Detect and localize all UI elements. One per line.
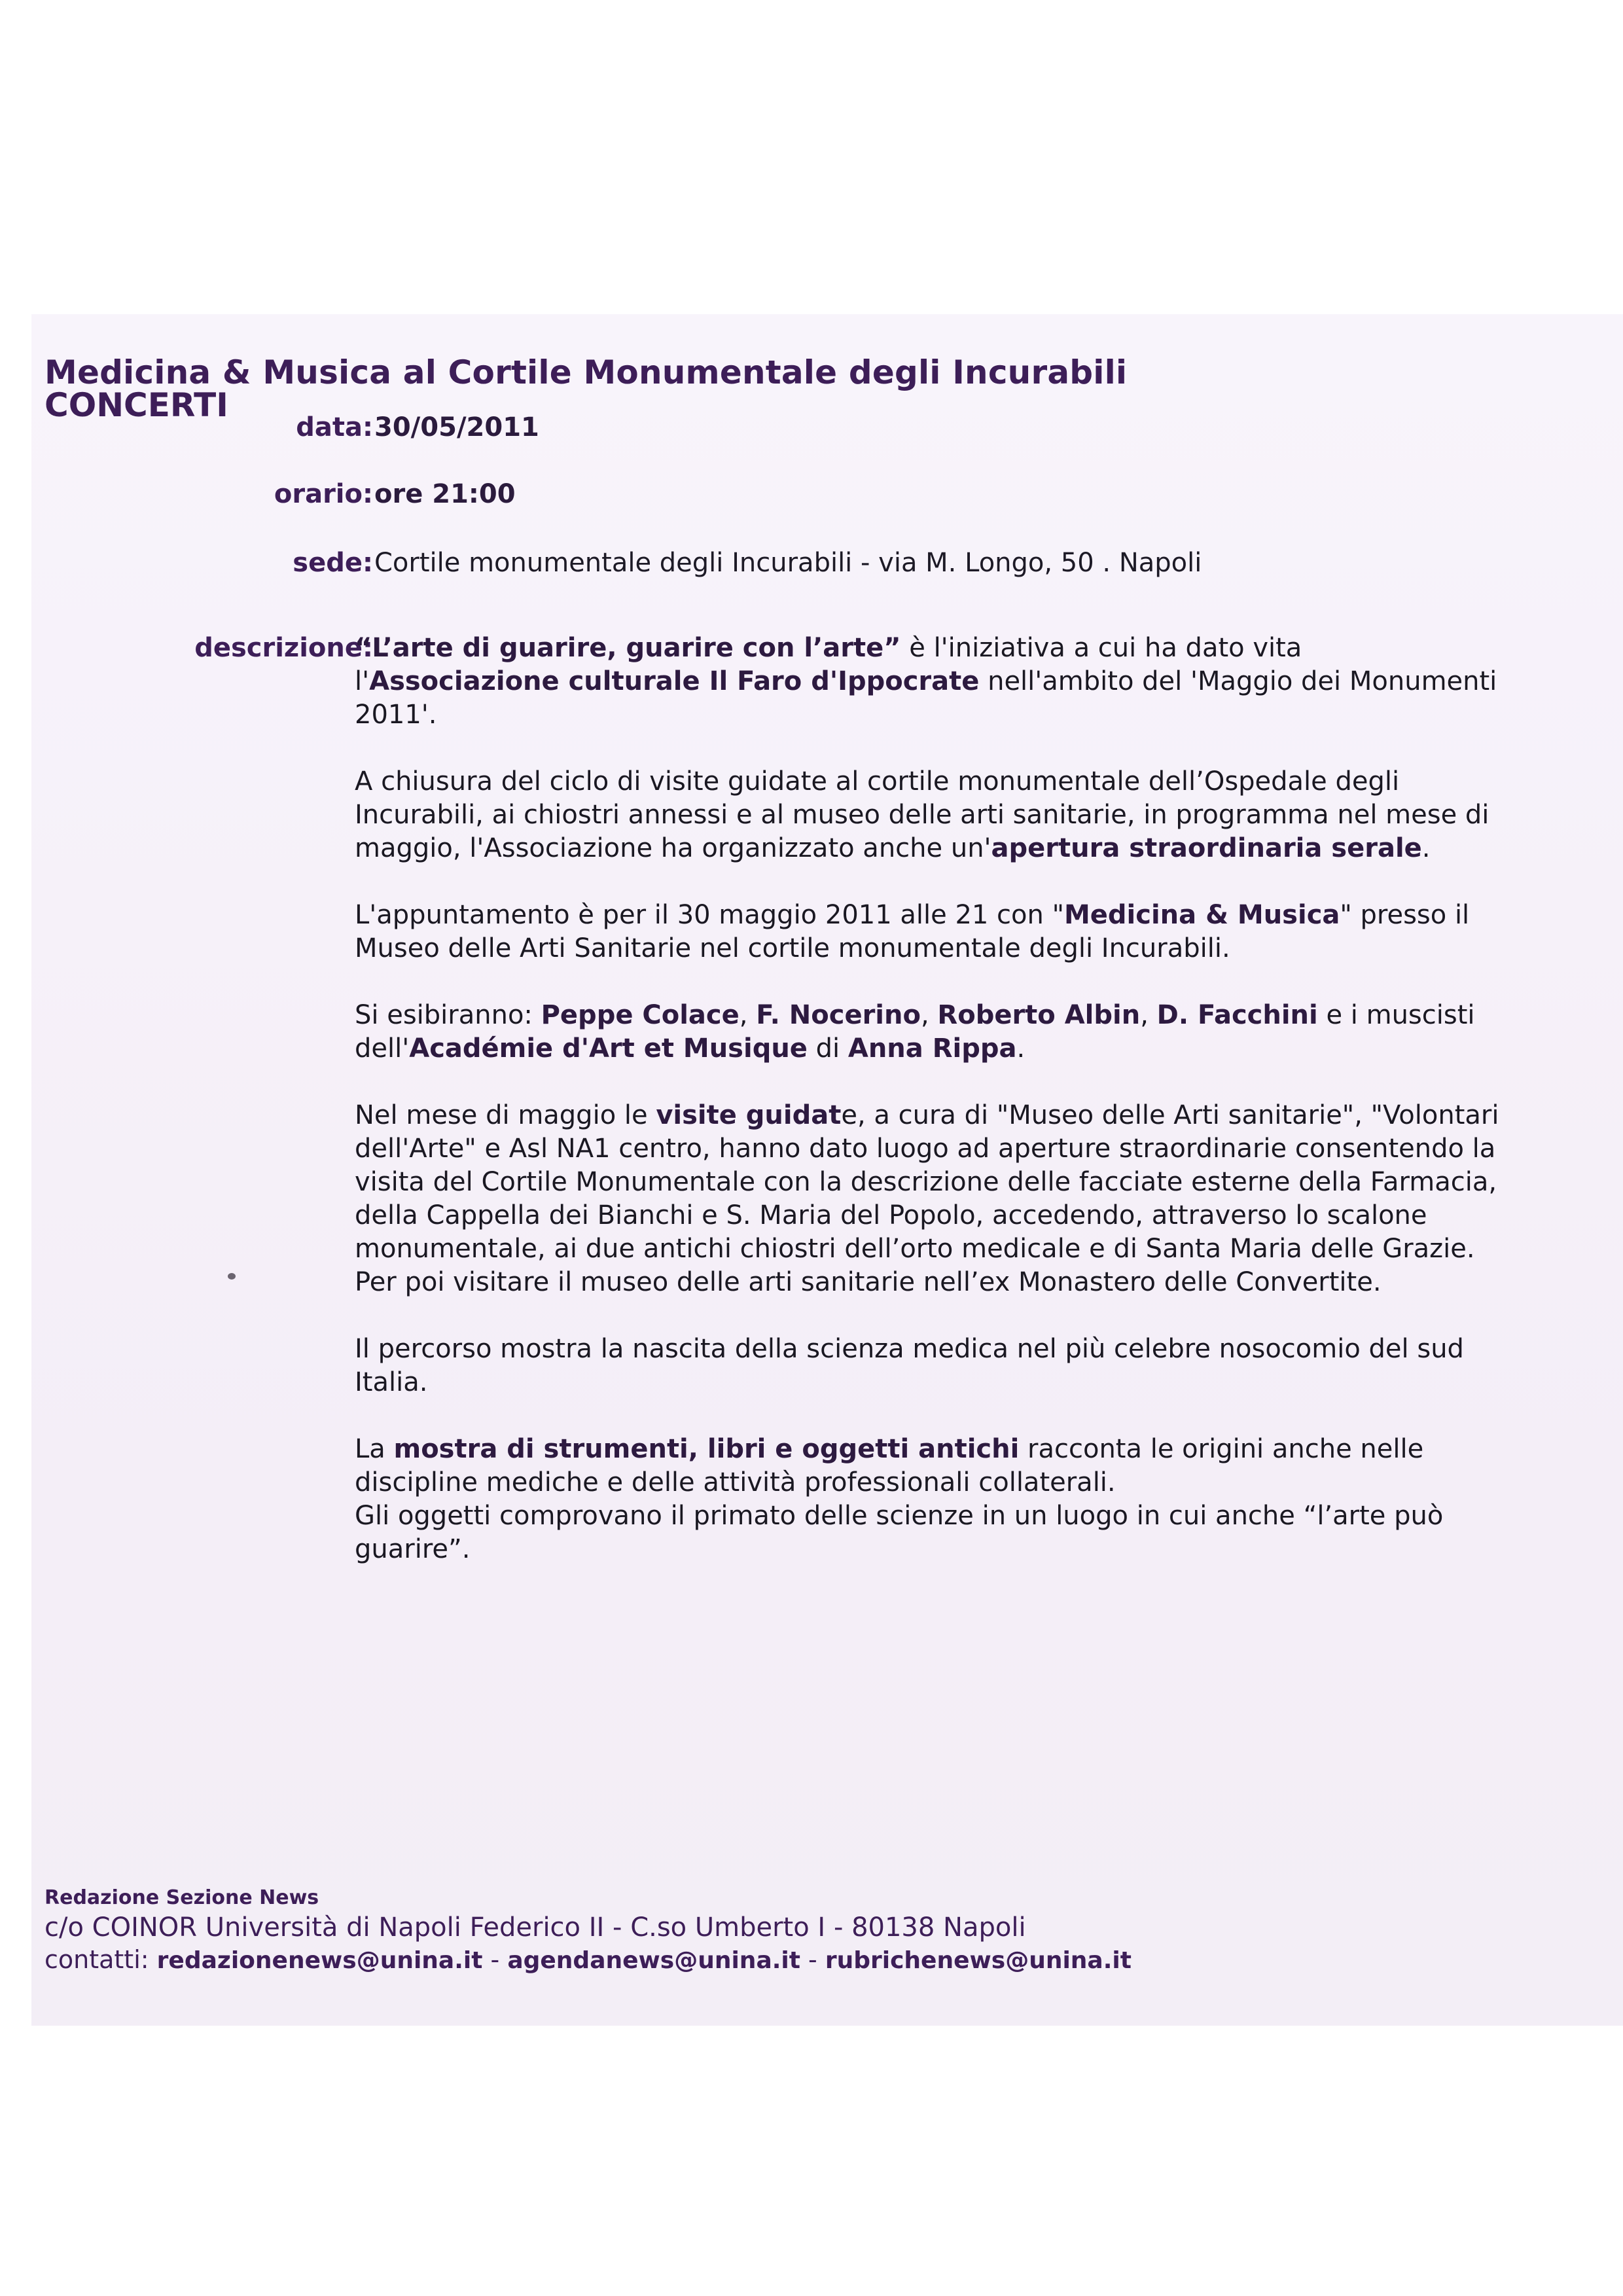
performer: F. Nocerino: [756, 1000, 921, 1030]
footer-section: Redazione Sezione News: [45, 1886, 319, 1909]
page-title: Medicina & Musica al Cortile Monumentale degli Incurabili: [45, 353, 1128, 391]
description-body: [355, 632, 1507, 1600]
footer: [45, 1885, 1132, 1977]
performer: Anna Rippa: [847, 1033, 1017, 1064]
performer: D. Facchini: [1156, 1000, 1318, 1030]
evening-opening: apertura straordinaria serale: [991, 833, 1422, 863]
venue-value: Cortile monumentale degli Incurabili - via M. Longo, 50 . Napoli: [374, 548, 1202, 578]
time-value: ore 21:00: [374, 479, 516, 509]
date-label: data:: [296, 412, 373, 442]
initiative-title: “L’arte di guarire, guarire con l’arte”: [355, 633, 901, 663]
email-agenda[interactable]: agendanews@unina.it: [507, 1947, 800, 1974]
scan-speck: [228, 1273, 236, 1280]
guided-tours: visite guidat: [656, 1100, 842, 1130]
description-paragraph-1: “L’arte di guarire, guarire con l’arte” è l'iniziativa a cui ha dato vita l'Associazione culturale Il Faro d'Ippocrate nell'ambito del 'Maggio dei Monumenti 2011'.: [355, 633, 1497, 730]
date-value: 30/05/2011: [374, 412, 539, 442]
performer: Peppe Colace: [541, 1000, 740, 1030]
email-redazione[interactable]: redazionenews@unina.it: [156, 1947, 483, 1974]
footer-address: c/o COINOR Università di Napoli Federico II - C.so Umberto I - 80138 Napoli: [45, 1912, 1026, 1943]
description-paragraph-4: Si esibiranno: Peppe Colace, F. Nocerino, Roberto Albin, D. Facchini e i muscisti dell'Académie d'Art et Musique di Anna Rippa.: [355, 1000, 1475, 1064]
description-paragraph-6: Il percorso mostra la nascita della scienza medica nel più celebre nosocomio del sud Italia.: [355, 1334, 1464, 1397]
performer: Roberto Albin: [937, 1000, 1141, 1030]
association-name: Associazione culturale Il Faro d'Ippocrate: [369, 666, 980, 696]
footer-contacts: contatti: redazionenews@unina.it - agendanews@unina.it - rubrichenews@unina.it: [45, 1945, 1132, 1974]
academy-name: Académie d'Art et Musique: [409, 1033, 808, 1064]
description-paragraph-7: La mostra di strumenti, libri e oggetti antichi racconta le origini anche nelle discipline mediche e delle attività professionali collaterali. Gli oggetti comprovano il primato delle scienze in un luogo in cui anche “l’arte può guarire”.: [355, 1434, 1444, 1564]
scanned-notice: [31, 314, 1623, 2026]
description-paragraph-3: L'appuntamento è per il 30 maggio 2011 alle 21 con "Medicina & Musica" presso il Museo delle Arti Sanitarie nel cortile monumentale degli Incurabili.: [355, 900, 1470, 963]
event-name: Medicina & Musica: [1063, 900, 1340, 930]
exhibition-name: mostra di strumenti, libri e oggetti antichi: [393, 1434, 1020, 1464]
category-heading: CONCERTI: [45, 386, 228, 424]
venue-label: sede:: [293, 548, 373, 578]
description-paragraph-2: A chiusura del ciclo di visite guidate al cortile monumentale dell’Ospedale degli Incurabili, ai chiostri annessi e al museo delle arti sanitarie, in programma nel mese di maggio, l'Associazione ha organizzato anche un'apertura straordinaria serale.: [355, 766, 1489, 863]
description-label: descrizione:: [194, 633, 373, 663]
description-paragraph-5: Nel mese di maggio le visite guidate, a cura di "Museo delle Arti sanitarie", "Volontari dell'Arte" e Asl NA1 centro, hanno dato luogo ad aperture straordinarie consentendo la visita del Cortile Monumentale con la descrizione delle facciate esterne della Farmacia, della Cappella dei Bianchi e S. Maria del Popolo, accedendo, attraverso lo scalone monumentale, ai due antichi chiostri dell’orto medicale e di Santa Maria delle Grazie. Per poi visitare il museo delle arti sanitarie nell’ex Monastero delle Convertite.: [355, 1100, 1499, 1297]
time-label: orario:: [274, 479, 373, 509]
email-rubriche[interactable]: rubrichenews@unina.it: [825, 1947, 1132, 1974]
